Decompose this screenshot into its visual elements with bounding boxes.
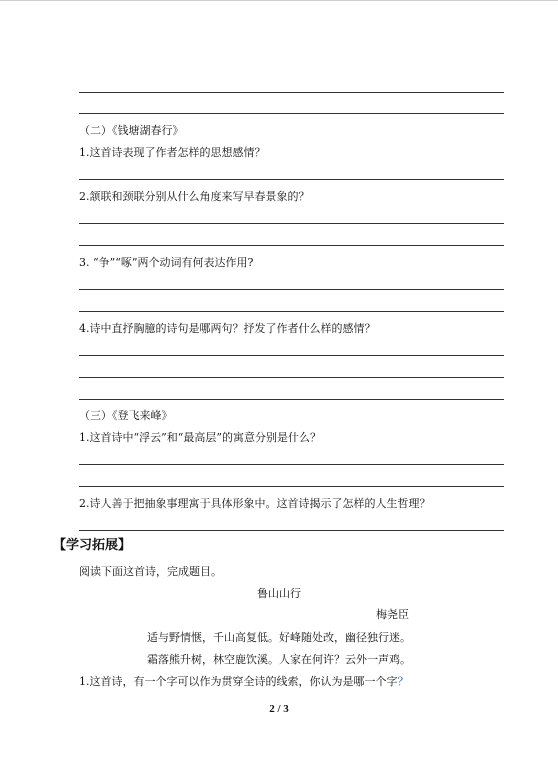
answer-line [79,92,504,93]
poem-author: 梅尧臣 [376,608,409,621]
question-dengfei-1: 1.这首诗中“浮云”和“最高层”的寓意分别是什么？ [79,431,321,444]
question-qiantang-3: 3. “争”“啄”两个动词有何表达作用? [79,256,254,269]
question-dengfei-2: 2.诗人善于把抽象事理寓于具体形象中。这首诗揭示了怎样的人生哲理？ [79,497,431,510]
answer-line [79,113,504,114]
extension-instruction: 阅读下面这首诗，完成题目。 [79,565,222,578]
answer-line [79,289,504,290]
answer-line [79,355,504,356]
answer-line [79,530,504,531]
poem-line-2: 霜落熊升树，林空鹿饮溪。人家在何许？云外一声鸡。 [147,653,411,666]
question-qiantang-2: 2.颔联和颈联分别从什么角度来写早春景象的？ [79,190,310,203]
extension-question-1-text: 1.这首诗，有一个字可以作为贯穿全诗的线索，你认为是哪一个字 [79,675,398,688]
poem-title: 鲁山山行 [257,587,301,600]
answer-line [79,179,504,180]
extension-question-1-mark: ？ [397,675,409,688]
answer-line [79,399,504,400]
question-qiantang-4: 4.诗中直抒胸臆的诗句是哪两句？抒发了作者什么样的感情？ [79,322,376,335]
section-heading-extension: 【学习拓展】 [53,538,132,553]
answer-line [79,245,504,246]
poem-line-1: 适与野情惬，千山高复低。好峰随处改，幽径独行迷。 [147,631,411,644]
answer-line [79,223,504,224]
section-title-dengfei: （三）《登飞来峰》 [79,409,173,422]
question-qiantang-1: 1.这首诗表现了作者怎样的思想感情？ [79,146,266,159]
answer-line [79,311,504,312]
answer-line [79,486,504,487]
extension-question-1 [79,675,409,689]
page-top-border [0,0,558,1]
section-title-qiantang: （二）《钱塘湖春行》 [79,124,184,137]
answer-line [79,377,504,378]
answer-line [79,464,504,465]
page-number: 2 / 3 [269,703,289,715]
